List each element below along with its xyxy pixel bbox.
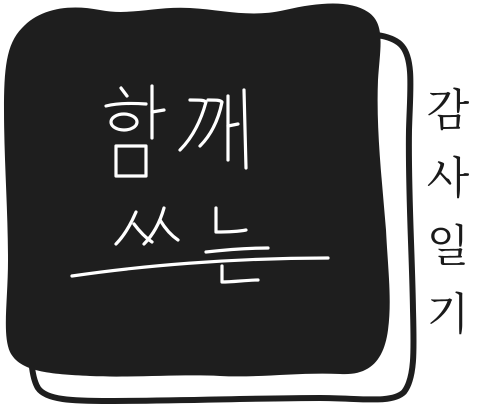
- front-card: [4, 4, 390, 377]
- title-char-4: 기: [426, 289, 470, 340]
- title-char-1: 감: [426, 85, 470, 136]
- vertical-title: [418, 84, 478, 342]
- title-char-3: 일: [426, 221, 470, 272]
- title-char-2: 사: [426, 153, 470, 204]
